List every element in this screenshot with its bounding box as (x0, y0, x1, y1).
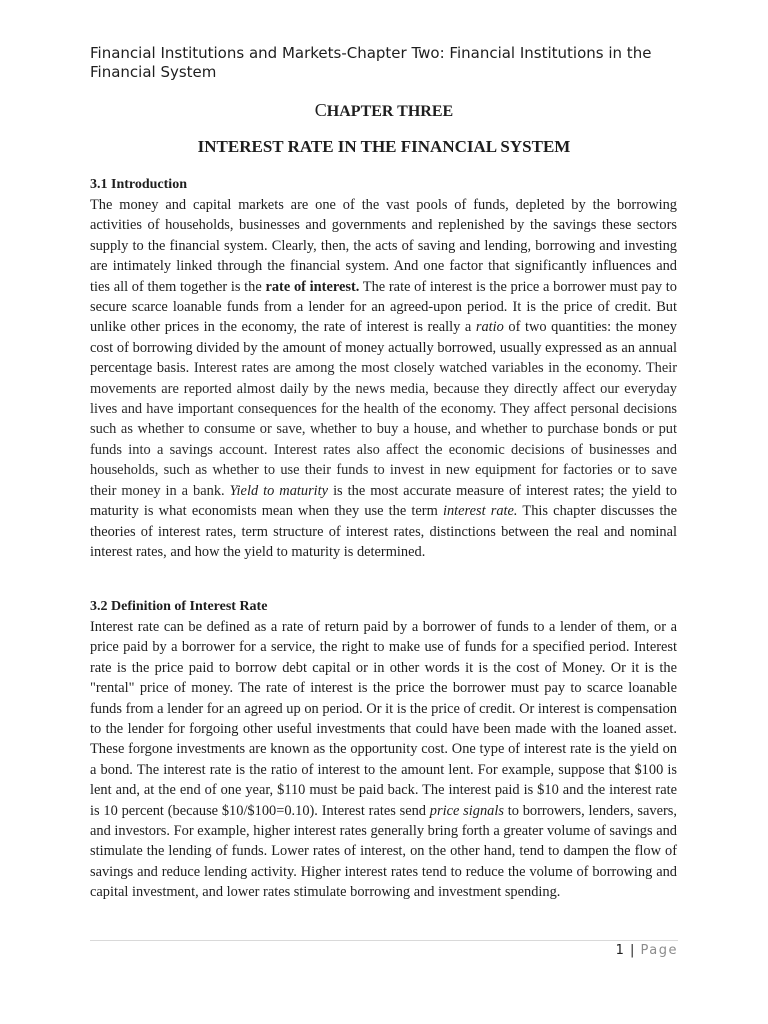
page-number (616, 943, 678, 958)
text-run: of two quantities: the money cost of borrowing divided by the amount of money actually borrowed, usually expressed as an annual percentage basis. (90, 319, 678, 377)
paragraph (90, 617, 677, 903)
chapter-label (0, 100, 768, 121)
running-header: Financial Institutions and Markets-Chapter Two: Financial Institutions in the Financial System (90, 44, 652, 81)
italic-term: price signals (429, 802, 504, 819)
italic-term: interest rate. (442, 503, 518, 520)
section-introduction (90, 175, 677, 562)
text-run: The money and capital markets are one of the vast pools of funds, depleted by the borrowing activities of households, businesses and governments and replenished by the savings these sectors supply to the financial system. Clearly, then, the acts of saving and lending, borrowing and investing are intimately linked through the financial system. And one factor that significantly influences and ties all of them together is the (90, 197, 677, 295)
page-label: Page (640, 943, 678, 958)
section-heading: 3.2 Definition of Interest Rate (90, 599, 268, 614)
page-number-separator: | (629, 943, 635, 958)
paragraph (90, 195, 677, 562)
bold-term: rate of interest. (265, 278, 360, 295)
text-run: Interest rates are among the most closely watched variables in the economy. Their movements are reported almost daily by the news media, because they directly affect our everyday lives and have important consequences for the health of the economy. They affect personal decisions such as whether to consume or save, whether to buy a house, and whether to purchase bonds or put funds into a savings account. Interest rates also affect the economic decisions of businesses and households, such as whether to use their funds to invest in new equipment for factories or to save their money in a bank. (90, 360, 677, 499)
text-run: Interest rate can be defined as a rate of return paid by a borrower of funds to a lender of them, or a price paid by a borrower for a service, the right to make use of funds for a specified period. Interest rate is the price paid to borrow debt capital or in other words it is the cost of Money. Or it is the "rental" price of money. The rate of interest is the price the borrower must pay to scarce loanable funds from a lender for an agreed up on period. Or it is the price of credit. Or interest is compensation to the lender for forgoing other useful investments that could have been made with the loaned asset. These forgone investments are known as the opportunity cost. One type of interest rate is the yield on a bond. The interest rate is the ratio of interest to the amount lent. For example, suppose that $100 is lent and, at the end of one year, $110 must be paid back. The interest paid is $10 and the interest rate is 10 percent (because $10/$100=0.10). Interest rates send (90, 619, 677, 819)
text-run: to borrowers, lenders, savers, and investors. For example, higher interest rates generally bring forth a greater volume of savings and stimulate the lending of funds. Lower rates of interest, on the other hand, tend to dampen the flow of savings and reduce lending activity. Higher interest rates tend to reduce the volume of borrowing and capital investment, and lower rates stimulate borrowing and investment spending. (90, 802, 677, 901)
italic-term: Yield to maturity (229, 482, 329, 499)
text-run: This chapter discusses the theories of interest rates, term structure of interest rates, distinctions between the real and nominal interest rates, and how the yield to maturity is determined. (90, 503, 677, 560)
page-number-value: 1 (615, 943, 624, 958)
chapter-label-rest: HAPTER THREE (326, 103, 454, 120)
section-heading: 3.1 Introduction (90, 177, 187, 192)
chapter-title: INTEREST RATE IN THE FINANCIAL SYSTEM (197, 137, 571, 156)
italic-term: ratio (475, 319, 504, 336)
section-definition (90, 597, 677, 903)
text-run: The rate of interest is the price a borrower must pay to secure scarce loanable funds from a lender for an agreed-upon period. It is the price of credit. But unlike other prices in the economy, the rate of interest is really a (90, 278, 677, 336)
chapter-label-initial: C (314, 100, 327, 120)
text-run: is the most accurate measure of interest rates; the yield to maturity is what economists mean when they use the term (90, 482, 677, 520)
footer-divider (90, 940, 678, 941)
